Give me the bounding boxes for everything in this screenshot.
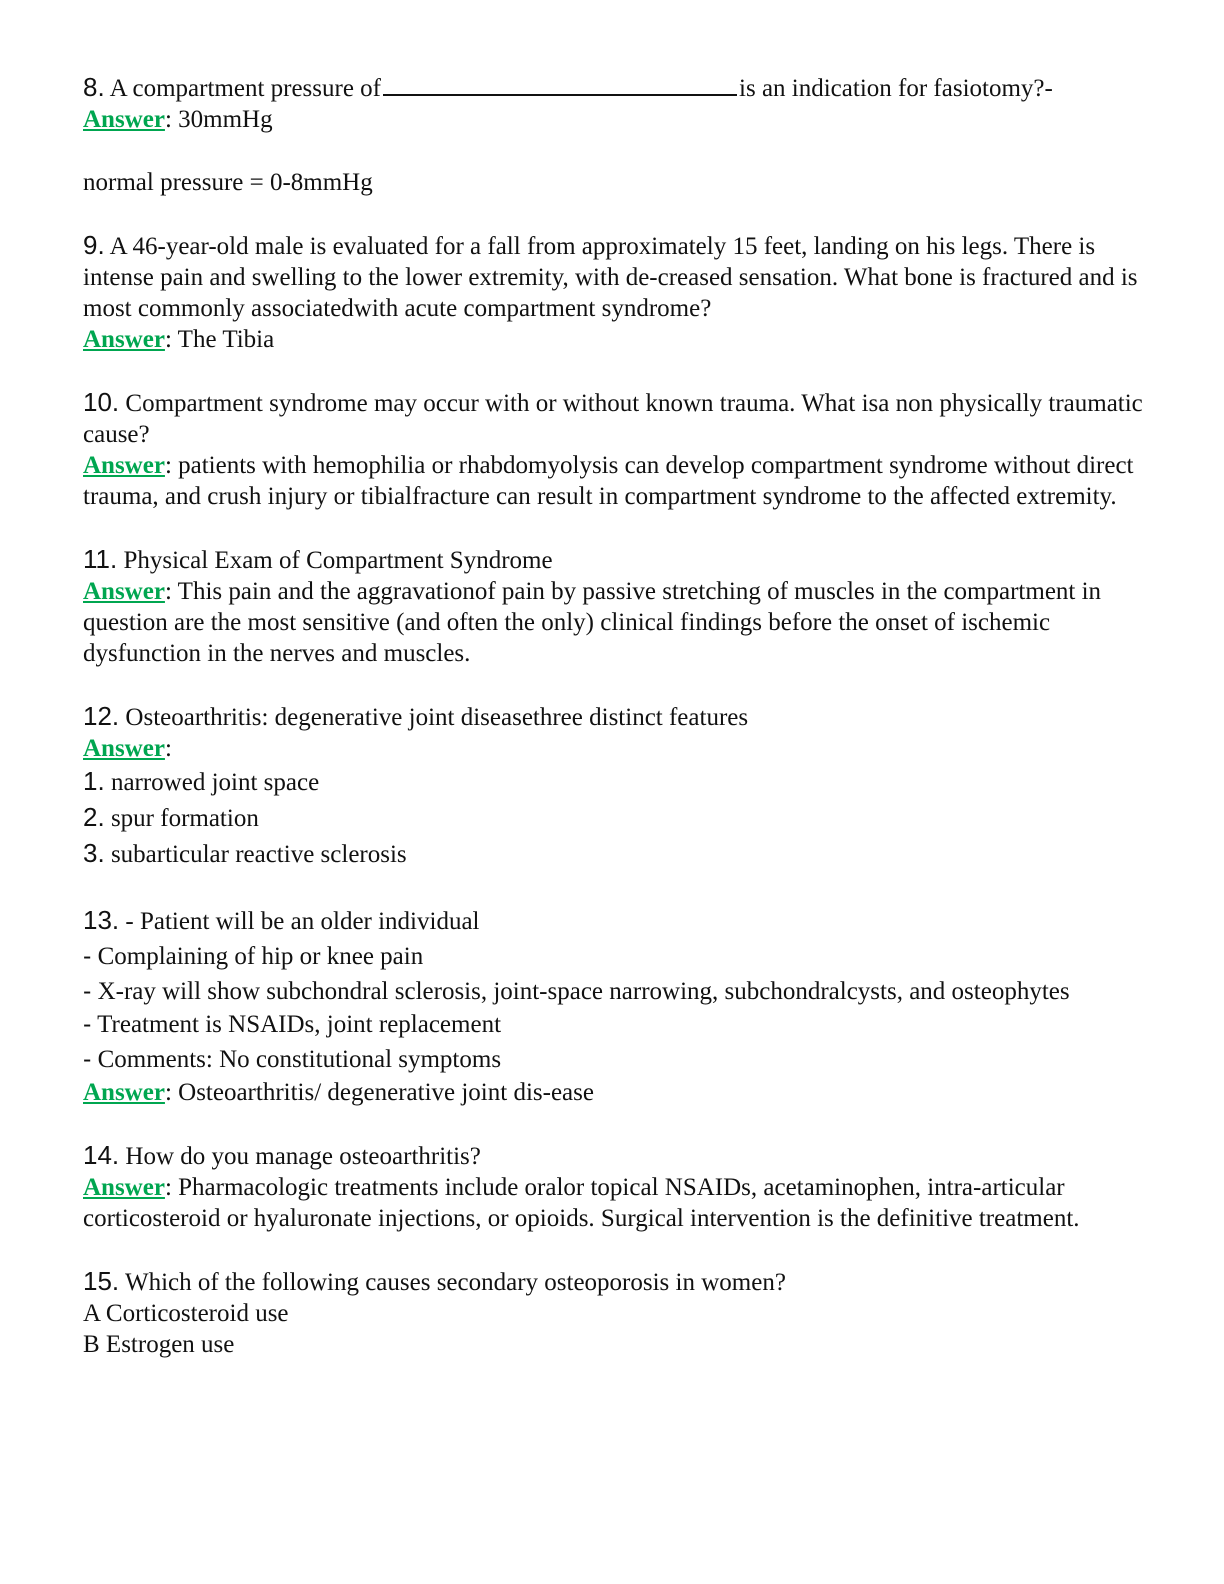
bullet-item bbox=[83, 976, 1143, 1007]
question-text: Compartment syndrome may occur with or without known trauma. What isa non physically traumatic cause? bbox=[83, 390, 1143, 448]
list-item bbox=[83, 764, 1143, 800]
answer-label: Answer bbox=[83, 106, 165, 133]
bullet-text: Complaining of hip or knee pain bbox=[97, 943, 424, 970]
answer-label: Answer bbox=[83, 1079, 165, 1106]
question-number: 14. bbox=[83, 1140, 120, 1170]
note-text: normal pressure = 0-8mmHg bbox=[83, 169, 373, 196]
question-9 bbox=[83, 230, 1143, 355]
answer-text: : Osteoarthritis/ degenerative joint dis-ease bbox=[164, 1079, 594, 1106]
bullet-item bbox=[83, 1042, 1143, 1077]
answer-label: Answer bbox=[83, 452, 165, 479]
question-8-text bbox=[83, 72, 1143, 104]
list-item-text: spur formation bbox=[110, 805, 259, 832]
answer-label: Answer bbox=[83, 735, 165, 762]
list-item-text: subarticular reactive sclerosis bbox=[110, 841, 407, 868]
dash-bullet: - bbox=[83, 942, 92, 970]
question-number: 8. bbox=[83, 72, 105, 102]
answer-text: : 30mmHg bbox=[164, 106, 273, 133]
answer-line bbox=[83, 1077, 1143, 1108]
bullet-item bbox=[83, 1007, 1143, 1042]
bullet-text: Comments: No constitutional symptoms bbox=[97, 1046, 502, 1073]
question-text: Physical Exam of Compartment Syndrome bbox=[123, 547, 553, 574]
answer-text: : bbox=[164, 735, 172, 762]
answer-line bbox=[83, 324, 1143, 355]
list-number: 3. bbox=[83, 838, 105, 868]
answer-line bbox=[83, 576, 1143, 669]
answer-line bbox=[83, 733, 1143, 764]
question-11-text bbox=[83, 544, 1143, 576]
question-number: 13. bbox=[83, 905, 120, 935]
question-15 bbox=[83, 1266, 1143, 1360]
question-number: 11. bbox=[83, 544, 118, 574]
list-item-text: narrowed joint space bbox=[110, 769, 320, 796]
question-number: 12. bbox=[83, 701, 120, 731]
question-14-text bbox=[83, 1140, 1143, 1172]
fill-in-blank bbox=[383, 72, 737, 96]
question-text: How do you manage osteoarthritis? bbox=[125, 1143, 481, 1170]
question-text: Osteoarthritis: degenerative joint diseasethree distinct features bbox=[125, 704, 749, 731]
document-page bbox=[83, 72, 1143, 1360]
bullet-item bbox=[83, 939, 1143, 974]
answer-text: : Pharmacologic treatments include oralor topical NSAIDs, acetaminophen, intra-articular corticosteroid or hyaluronate injections, or opioids. Surgical intervention is the definitive treatment. bbox=[83, 1174, 1080, 1232]
answer-line bbox=[83, 104, 1143, 135]
answer-text: : The Tibia bbox=[164, 326, 275, 353]
list-item bbox=[83, 800, 1143, 836]
bullet-text: X-ray will show subchondral sclerosis, joint-space narrowing, subchondralcysts, and osteophytes bbox=[97, 978, 1070, 1005]
question-12 bbox=[83, 701, 1143, 872]
answer-line bbox=[83, 450, 1143, 512]
question-10 bbox=[83, 387, 1143, 512]
question-8 bbox=[83, 72, 1143, 198]
question-9-text bbox=[83, 230, 1143, 324]
answer-option-a: A Corticosteroid use bbox=[83, 1300, 289, 1327]
list-number: 1. bbox=[83, 766, 105, 796]
question-text: A 46-year-old male is evaluated for a fall from approximately 15 feet, landing on his legs. There is intense pain and swelling to the lower extremity, with de-creased sensation. What bone is fractured and is most commonly associatedwith acute compartment syndrome? bbox=[83, 233, 1138, 322]
question-15-text bbox=[83, 1266, 1143, 1298]
question-text: A compartment pressure of bbox=[109, 75, 382, 102]
answer-line bbox=[83, 1172, 1143, 1234]
list-number: 2. bbox=[83, 802, 105, 832]
list-item bbox=[83, 836, 1143, 872]
bullet-text: Treatment is NSAIDs, joint replacement bbox=[97, 1011, 502, 1038]
question-number: 9. bbox=[83, 230, 105, 260]
answer-text: : This pain and the aggravationof pain by passive stretching of muscles in the compartment in question are the most sensitive (and often the only) clinical findings before the onset of ischemic dysfunction in the nerves and muscles. bbox=[83, 578, 1102, 667]
answer-label: Answer bbox=[83, 326, 165, 353]
dash-bullet: - bbox=[83, 1045, 92, 1073]
question-number: 15. bbox=[83, 1266, 120, 1296]
answer-text: : patients with hemophilia or rhabdomyolysis can develop compartment syndrome without direct trauma, and crush injury or tibialfracture can result in compartment syndrome to the affected extremity. bbox=[83, 452, 1134, 510]
question-11 bbox=[83, 544, 1143, 669]
question-14 bbox=[83, 1140, 1143, 1234]
question-10-text bbox=[83, 387, 1143, 450]
answer-option-b: B Estrogen use bbox=[83, 1331, 235, 1358]
question-text: is an indication for fasiotomy?- bbox=[739, 75, 1053, 102]
dash-bullet: - bbox=[83, 1010, 92, 1038]
question-13 bbox=[83, 903, 1143, 1108]
question-number: 10. bbox=[83, 387, 120, 417]
answer-label: Answer bbox=[83, 1174, 165, 1201]
answer-label: Answer bbox=[83, 578, 165, 605]
question-12-text bbox=[83, 701, 1143, 733]
dash-bullet: - bbox=[83, 977, 92, 1005]
question-13-text bbox=[83, 903, 1143, 939]
question-text: Which of the following causes secondary osteoporosis in women? bbox=[124, 1269, 786, 1296]
question-text: - Patient will be an older individual bbox=[125, 908, 480, 935]
